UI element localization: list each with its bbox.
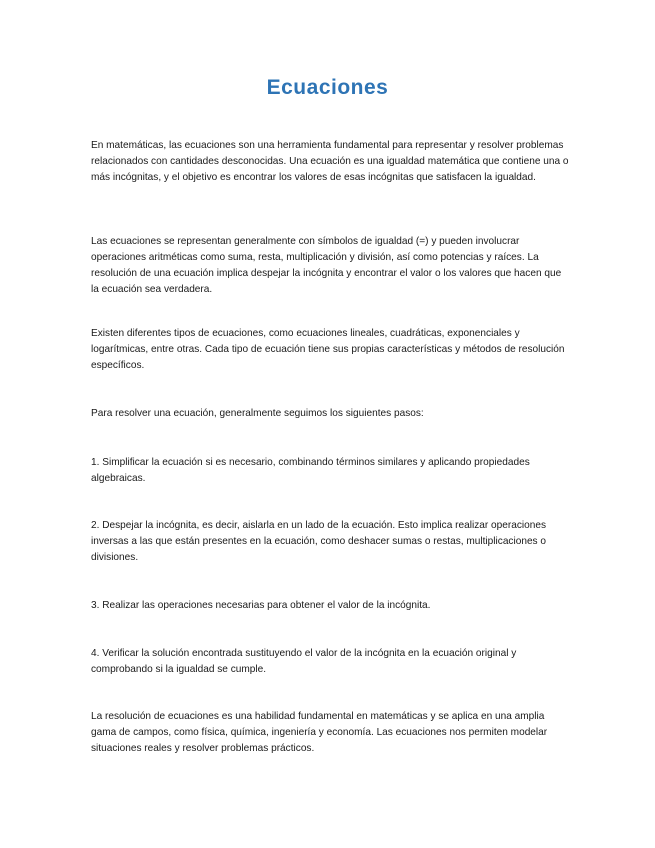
paragraph-steps-intro: Para resolver una ecuación, generalmente seguimos los siguientes pasos: — [91, 408, 424, 419]
paragraph-conclusion: La resolución de ecuaciones es una habilidad fundamental en matemáticas y se aplica en una amplia gama de campos, como física, química, ingeniería y economía. Las ecuaciones nos permiten modelar situaciones reales y resolver problemas prácticos. — [91, 711, 548, 754]
paragraph-intro: En matemáticas, las ecuaciones son una herramienta fundamental para representar y resolver problemas relacionados con cantidades desconocidas. Una ecuación es una igualdad matemática que contiene una o más incógnitas, y el objetivo es encontrar los valores de esas incógnitas que satisfacen la igualdad. — [91, 140, 569, 183]
step-4-verify: 4. Verificar la solución encontrada sustituyendo el valor de la incógnita en la ecuación original y comprobando si la igualdad se cumple. — [91, 648, 517, 675]
step-3-compute: 3. Realizar las operaciones necesarias para obtener el valor de la incógnita. — [91, 600, 431, 611]
step-1-simplify: 1. Simplificar la ecuación si es necesario, combinando términos similares y aplicando propiedades algebraicas. — [91, 457, 530, 484]
step-2-isolate: 2. Despejar la incógnita, es decir, aislarla en un lado de la ecuación. Esto implica realizar operaciones inversas a las que están presentes en la ecuación, como deshacer sumas o restas, multiplicaciones o divisiones. — [91, 520, 547, 563]
paragraph-types: Existen diferentes tipos de ecuaciones, como ecuaciones lineales, cuadráticas, exponenciales y logarítmicas, entre otras. Cada tipo de ecuación tiene sus propias características y métodos de resolución específicos. — [91, 328, 565, 371]
paragraph-representation: Las ecuaciones se representan generalmente con símbolos de igualdad (=) y pueden involucrar operaciones aritméticas como suma, resta, multiplicación y división, así como potencias y raíces. La resolución de una ecuación implica despejar la incógnita y encontrar el valor o los valores que hacen que la ecuación sea verdadera. — [91, 236, 562, 295]
document-title: Ecuaciones — [266, 76, 389, 99]
